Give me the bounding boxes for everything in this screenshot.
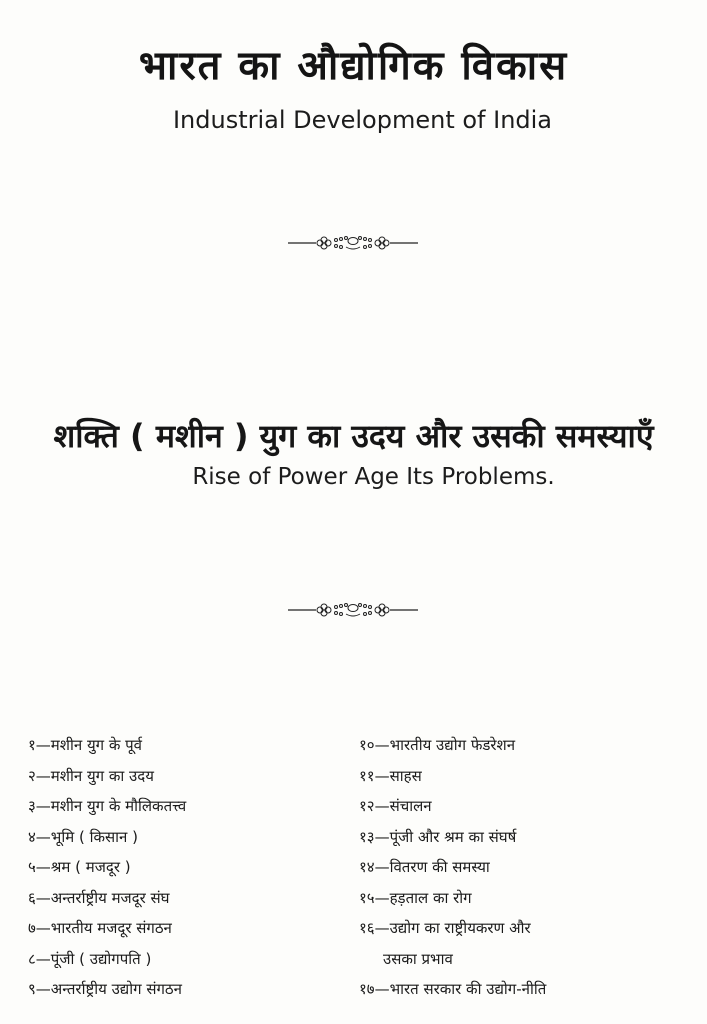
toc-item: ७—भारतीय मजदूर संगठन <box>28 919 172 937</box>
toc-left-column <box>28 730 359 1005</box>
section-english-title: Rise of Power Age Its Problems. <box>192 464 555 490</box>
toc-item: २—मशीन युग का उदय <box>28 766 154 785</box>
toc-item: १७—भारत सरकार की उद्योग-नीति <box>358 980 547 998</box>
toc-item-continuation: उसका प्रभाव <box>382 949 453 968</box>
toc-item: ९—अन्तर्राष्ट्रीय उद्योग संगठन <box>28 980 182 998</box>
toc-item: १२—संचालन <box>358 797 432 815</box>
floral-divider-icon <box>288 233 418 253</box>
table-of-contents <box>28 730 678 1005</box>
toc-item: १५—हड़ताल का रोग <box>358 888 472 907</box>
toc-item: १६—उद्योग का राष्ट्रीयकरण और <box>358 919 531 937</box>
floral-divider-icon <box>288 600 418 620</box>
hindi-book-title: भारत का औद्योगिक विकास <box>138 43 569 89</box>
english-book-title: Industrial Development of India <box>172 106 553 134</box>
toc-item: ६—अन्तर्राष्ट्रीय मजदूर संघ <box>28 888 170 907</box>
toc-item: ३—मशीन युग के मौलिकतत्त्व <box>28 797 187 815</box>
toc-item: ११—साहस <box>358 766 422 785</box>
section-hindi-title: शक्ति ( मशीन ) युग का उदय और उसकी समस्याएँ <box>53 417 654 455</box>
toc-item: १०—भारतीय उद्योग फेडरेशन <box>358 736 516 754</box>
toc-item: १—मशीन युग के पूर्व <box>28 736 143 754</box>
toc-item: १४—वितरण की समस्या <box>358 858 490 876</box>
toc-item: ५—श्रम ( मजदूर ) <box>28 858 131 876</box>
toc-right-column <box>359 730 678 1005</box>
toc-item: ४—भूमि ( किसान ) <box>28 827 138 846</box>
toc-item: ८—पूंजी ( उद्योगपति ) <box>28 949 152 968</box>
toc-item: १३—पूंजी और श्रम का संघर्ष <box>358 827 517 846</box>
